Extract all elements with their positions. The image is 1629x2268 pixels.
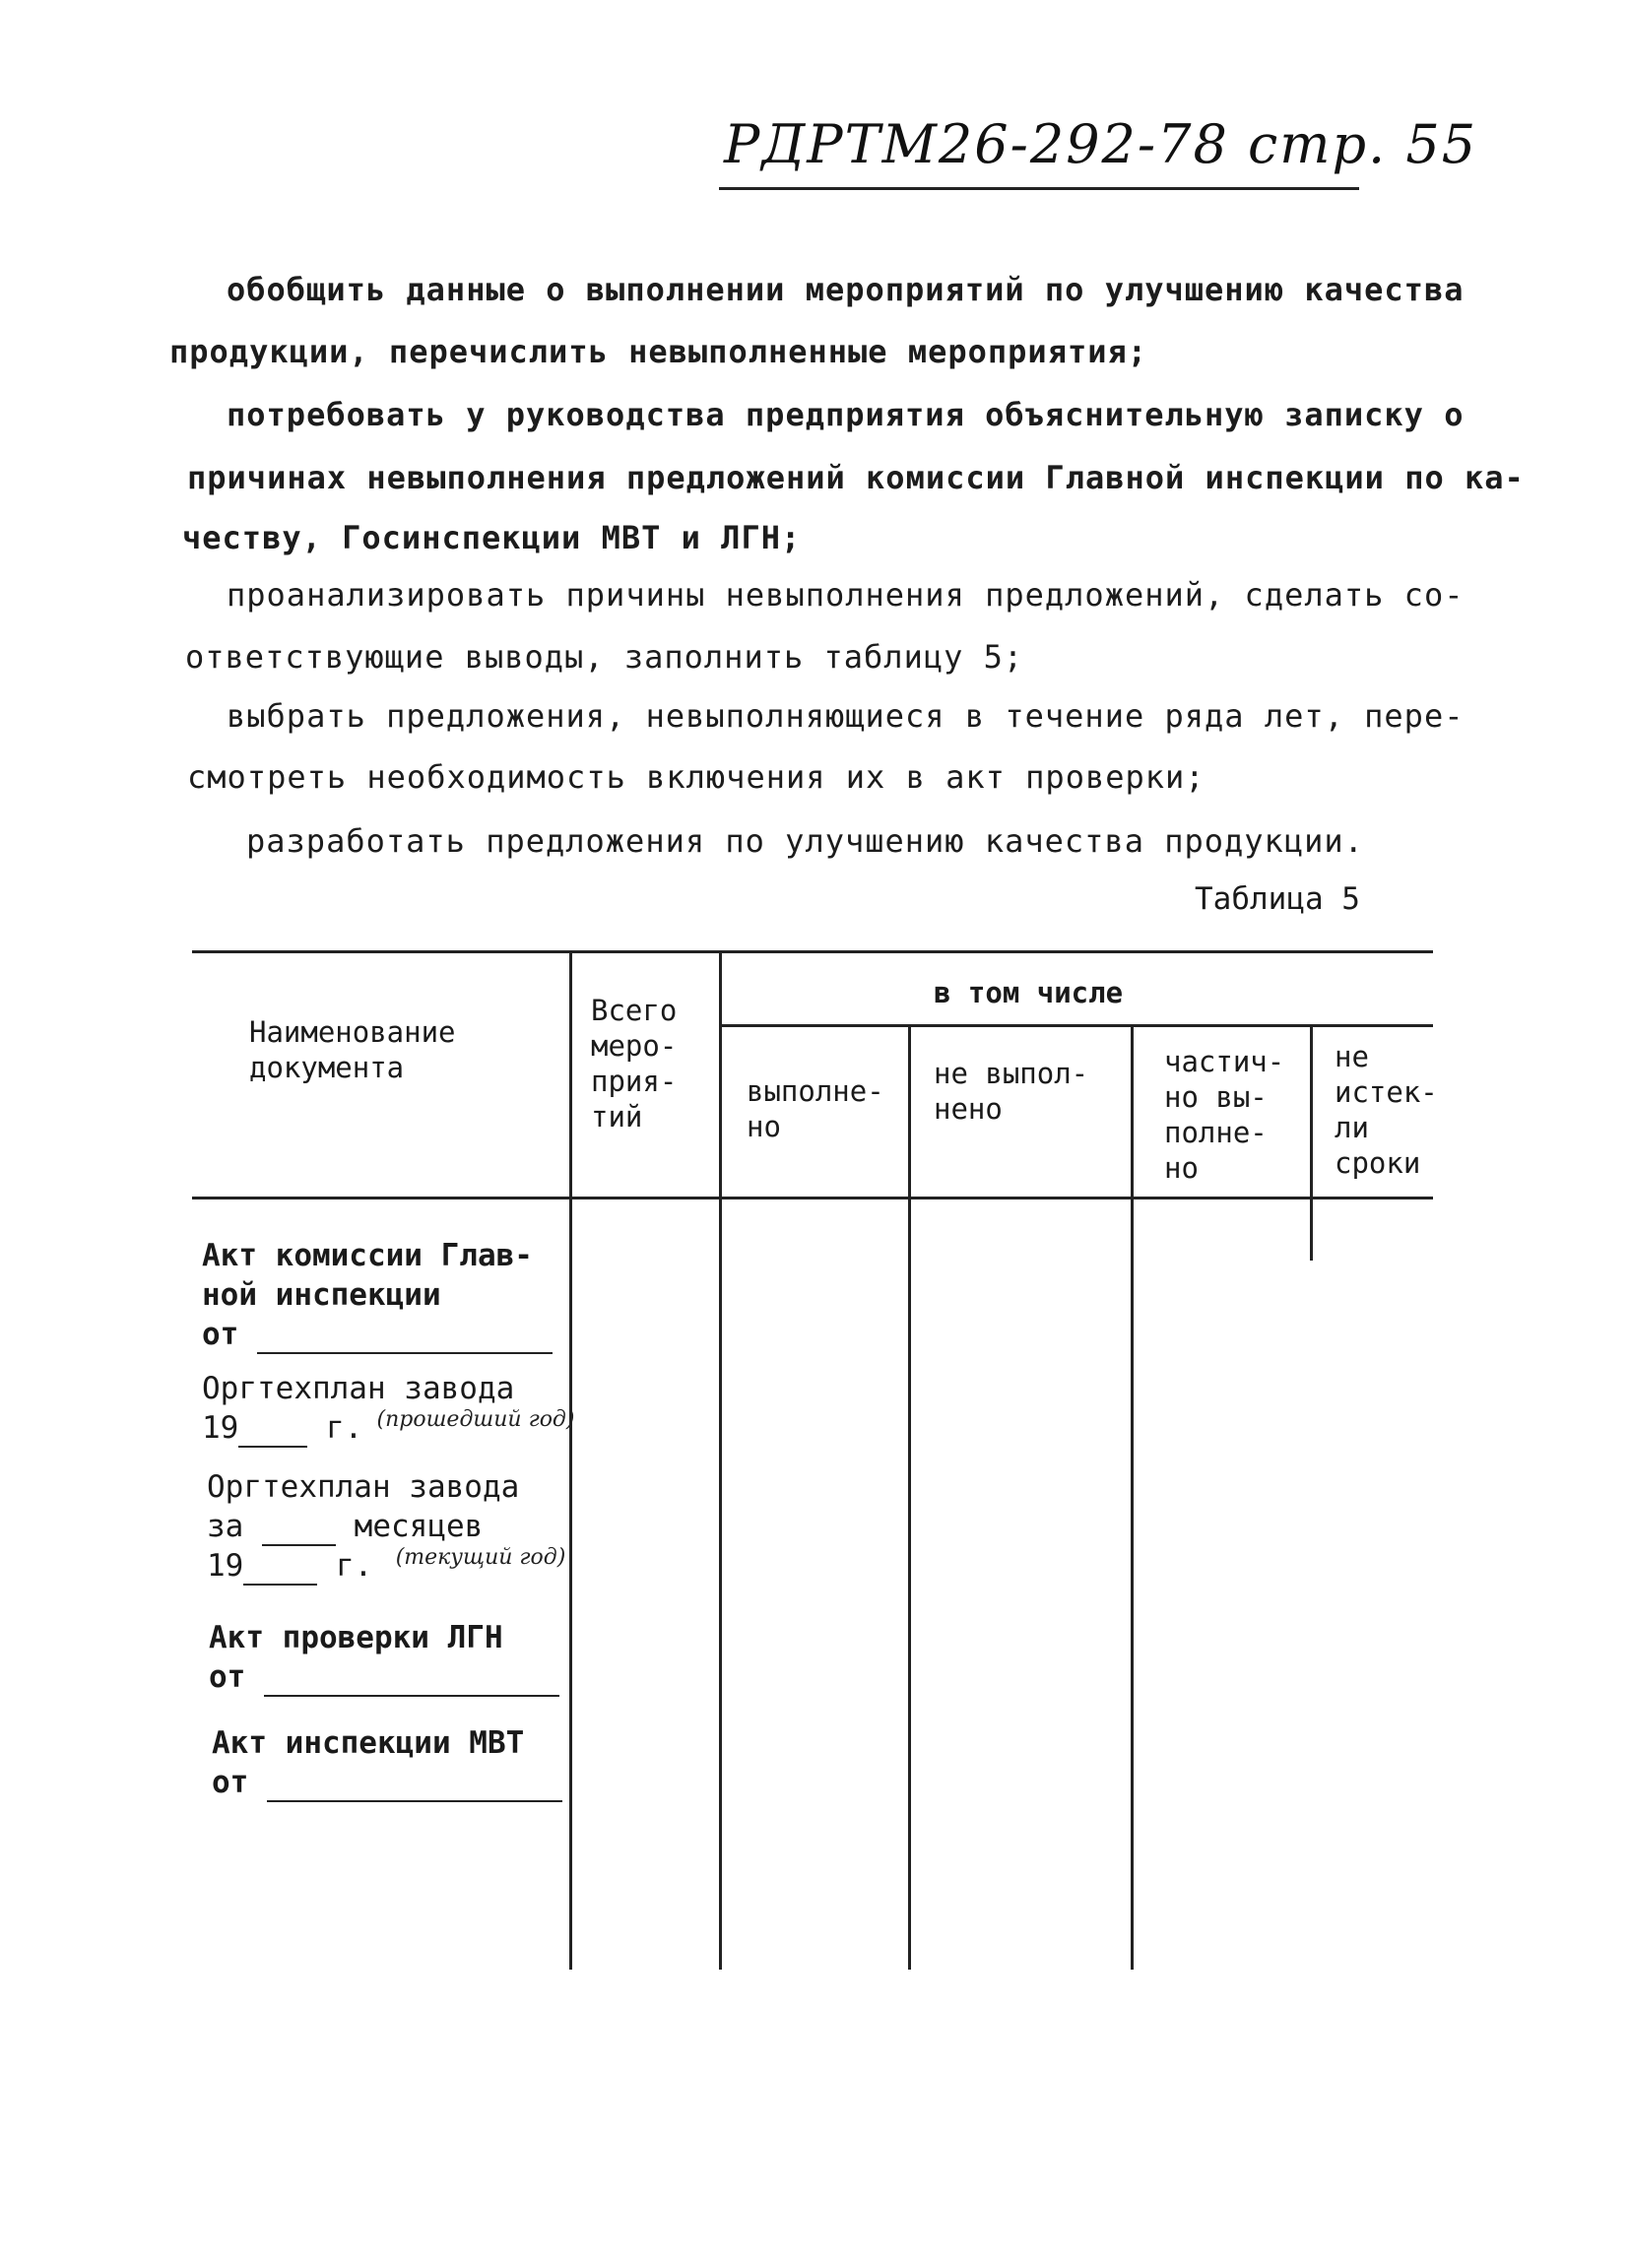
header-bottom-border (192, 1197, 1433, 1199)
date-blank[interactable] (267, 1771, 562, 1802)
column-divider (908, 1024, 911, 1970)
date-blank[interactable] (257, 1323, 553, 1354)
handwritten-note: (текущий год) (395, 1545, 566, 1570)
table-row-label: Акт проверки ЛГН от (209, 1618, 559, 1697)
header-total: Всего меро- прия- тий (591, 994, 678, 1134)
paragraph-line: продукции, перечислить невыполненные мероприятия; (169, 333, 1148, 370)
year-blank[interactable] (238, 1416, 307, 1448)
paragraph-line: причинах невыполнения предложений комиссии Главной инспекции по ка- (187, 459, 1525, 496)
paragraph-line: ответствующие выводы, заполнить таблицу 5; (185, 638, 1024, 676)
handwritten-note: (прошедший год) (376, 1407, 575, 1432)
column-divider (569, 950, 572, 1970)
paragraph-line: разработать предложения по улучшению качества продукции. (246, 822, 1364, 860)
date-blank[interactable] (264, 1665, 559, 1697)
header-partial: частич- но вы- полне- но (1164, 1045, 1285, 1185)
column-divider (719, 950, 722, 1970)
paragraph-line: обобщить данные о выполнении мероприятий по улучшению качества (227, 271, 1465, 308)
header-not-done: не выпол- нено (934, 1057, 1089, 1126)
paragraph-line: смотреть необходимость включения их в акт проверки; (187, 758, 1205, 796)
paragraph-line: потребовать у руководства предприятия объяснительную записку о (227, 396, 1465, 433)
reference-underline (719, 187, 1359, 190)
table-row-label: Оргтехплан завода 19 г. (202, 1371, 515, 1446)
paragraph-line: выбрать предложения, невыполняющиеся в течение ряда лет, пере- (227, 697, 1465, 735)
year-blank[interactable] (243, 1554, 317, 1586)
table-row-label: Оргтехплан завода за месяцев 19 г. (207, 1469, 520, 1584)
months-blank[interactable] (262, 1515, 336, 1546)
table-row-label: Акт комиссии Глав- ной инспекции от (202, 1236, 553, 1354)
header-document-name: Наименование документа (249, 1015, 456, 1084)
header-expired: не истек- ли сроки (1335, 1040, 1438, 1180)
subheader-divider (719, 1024, 1433, 1027)
paragraph-line: честву, Госинспекции МВТ и ЛГН; (182, 519, 802, 556)
header-including: в том числе (934, 976, 1124, 1009)
header-done: выполне- но (747, 1074, 884, 1143)
paragraph-line: проанализировать причины невыполнения предложений, сделать со- (227, 576, 1465, 614)
table-caption: Таблица 5 (1195, 881, 1360, 917)
column-divider (1131, 1024, 1134, 1970)
column-divider (1310, 1024, 1313, 1261)
table-row-label: Акт инспекции МВТ от (212, 1723, 562, 1802)
document-reference: РДРТМ26-292-78 стр. 55 (724, 113, 1478, 175)
table-top-border (192, 950, 1433, 953)
